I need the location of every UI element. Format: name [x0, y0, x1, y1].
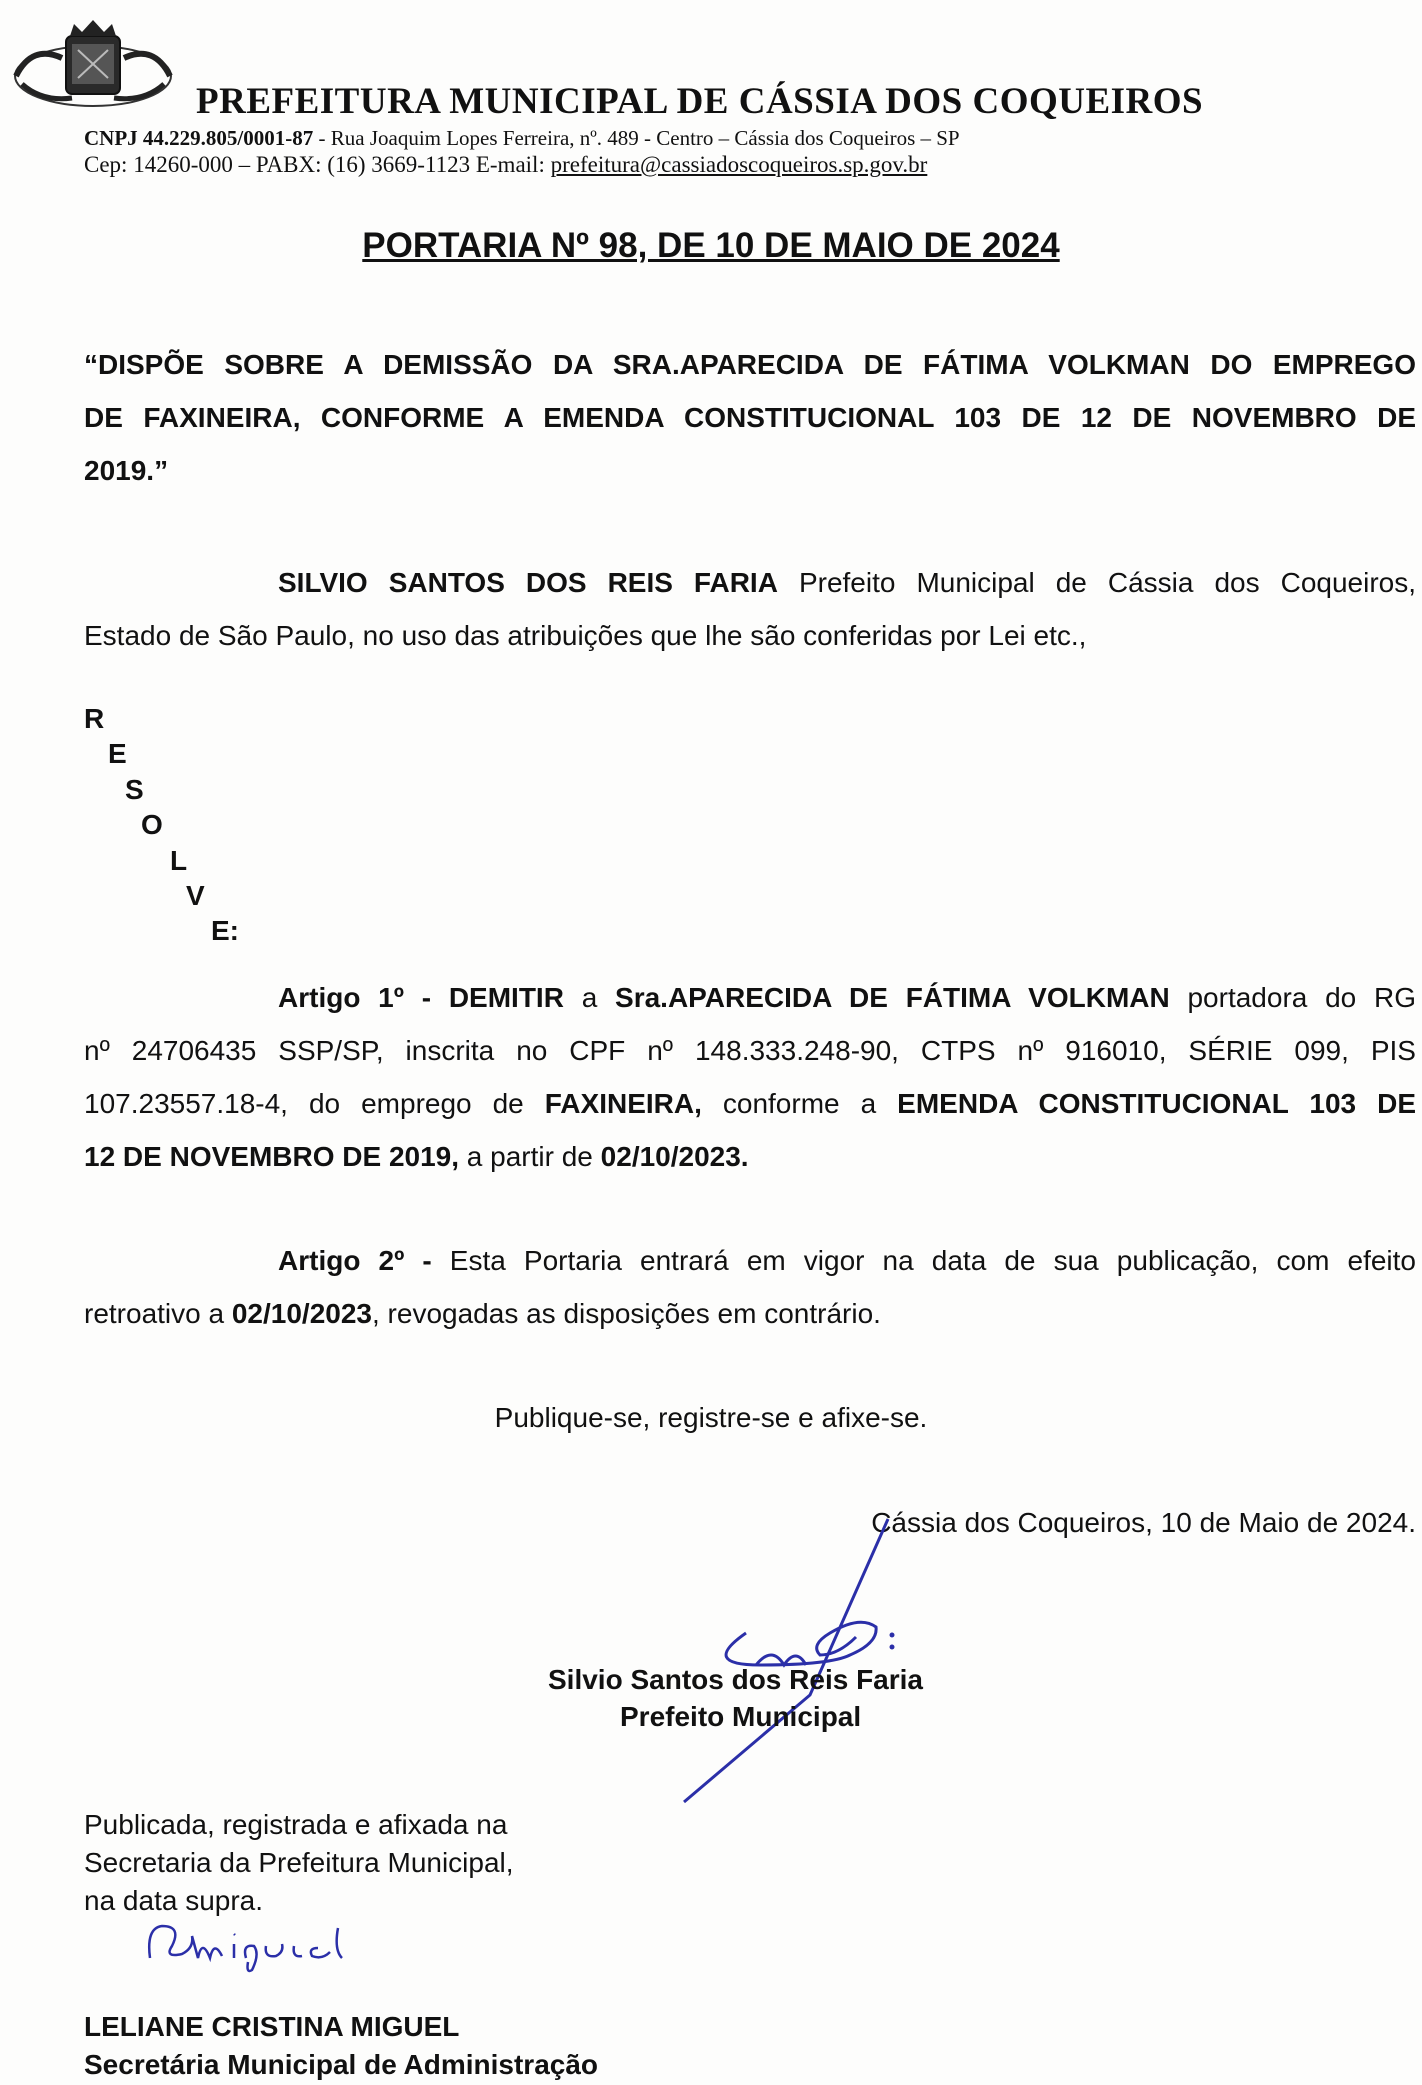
email-link[interactable]: prefeitura@cassiadoscoqueiros.sp.gov.br	[550, 152, 928, 177]
resolve-letter: S	[125, 774, 144, 805]
effective-date: 02/10/2023.	[600, 1141, 749, 1172]
employee-name: Sra.APARECIDA DE FÁTIMA VOLKMAN	[615, 982, 1170, 1013]
article-text: a	[563, 982, 616, 1013]
secretary-signature-icon	[142, 1918, 352, 1978]
resolve-letter: L	[170, 845, 188, 876]
article-1-line	[84, 971, 1416, 1024]
article-text: Esta Portaria entrará em vigor na data de sua publicação, com efeito	[431, 1245, 1417, 1276]
secretary-role: Secretária Municipal de Administração	[84, 2049, 599, 2080]
publication-line: na data supra.	[84, 1885, 264, 1916]
article-1-paragraph	[84, 971, 1416, 1183]
resolve-letter: E:	[211, 915, 239, 946]
amendment-reference: EMENDA CONSTITUCIONAL 103 DE	[897, 1088, 1416, 1119]
preamble-line: Estado de São Paulo, no uso das atribuições que lhe são conferidas por Lei etc.,	[84, 620, 1087, 651]
article-text: , revogadas as disposições em contrário.	[372, 1298, 881, 1329]
secretary-name: LELIANE CRISTINA MIGUEL	[84, 2011, 460, 2042]
article-text: portadora do RG	[1169, 982, 1416, 1013]
ementa-line: DE FAXINEIRA, CONFORME A EMENDA CONSTITUCIONAL 103 DE 12 DE NOVEMBRO DE	[84, 402, 1416, 433]
article-2-paragraph	[84, 1234, 1416, 1340]
article-text: conforme a	[701, 1088, 898, 1119]
header-contact-line	[84, 152, 927, 178]
article-1-line	[84, 1130, 1416, 1183]
article-text: 107.23557.18-4, do emprego de	[84, 1088, 545, 1119]
mayor-name: SILVIO SANTOS DOS REIS FARIA	[278, 567, 778, 598]
resolve-letter: R	[84, 703, 105, 734]
ementa-paragraph	[84, 338, 1416, 497]
ementa-line: 2019.”	[84, 455, 169, 486]
publication-line: Publicada, registrada e afixada na	[84, 1809, 508, 1840]
article-1-line	[84, 1077, 1416, 1130]
resolve-letter: E	[108, 738, 127, 769]
resolve-letter: V	[186, 880, 205, 911]
job-title: FAXINEIRA,	[544, 1088, 702, 1119]
article-text: a partir de	[459, 1141, 601, 1172]
article-text: retroativo a	[84, 1298, 232, 1329]
publication-order: Publique-se, registre-se e afixe-se.	[494, 1402, 928, 1433]
cnpj-label: CNPJ 44.229.805/0001-87	[84, 126, 314, 150]
article-2-line	[84, 1234, 1416, 1287]
organization-name: PREFEITURA MUNICIPAL DE CÁSSIA DOS COQUEIROS	[196, 81, 1204, 122]
article-1-line: nº 24706435 SSP/SP, inscrita no CPF nº 148.333.248-90, CTPS nº 916010, SÉRIE 099, PIS	[84, 1035, 1416, 1066]
retroactive-date: 02/10/2023	[231, 1298, 372, 1329]
date-place: Cássia dos Coqueiros, 10 de Maio de 2024.	[871, 1507, 1416, 1538]
document-title: PORTARIA Nº 98, DE 10 DE MAIO DE 2024	[362, 226, 1060, 265]
resolve-letter: O	[141, 809, 163, 840]
article-2-line	[84, 1287, 1416, 1340]
article-1-label: Artigo 1º - DEMITIR	[278, 982, 564, 1013]
municipal-coat-of-arms-icon	[12, 14, 174, 110]
ementa-line: “DISPÕE SOBRE A DEMISSÃO DA SRA.APARECIDA DE FÁTIMA VOLKMAN DO EMPREGO	[84, 349, 1416, 380]
preamble-line	[84, 556, 1416, 609]
preamble-text: Prefeito Municipal de Cássia dos Coqueiros,	[777, 567, 1417, 598]
publication-line: Secretaria da Prefeitura Municipal,	[84, 1847, 514, 1878]
article-2-label: Artigo 2º -	[278, 1245, 432, 1276]
signer-role: Prefeito Municipal	[620, 1701, 862, 1732]
header-address: - Rua Joaquim Lopes Ferreira, nº. 489 - Centro – Cássia dos Coqueiros – SP	[313, 126, 960, 150]
publication-note	[84, 1806, 514, 1920]
amendment-date: 12 DE NOVEMBRO DE 2019,	[84, 1141, 460, 1172]
signer-name: Silvio Santos dos Reis Faria	[548, 1664, 924, 1695]
header-address-line	[84, 126, 960, 151]
mayor-signature-icon	[660, 1515, 940, 1810]
preamble-paragraph	[84, 556, 1416, 662]
header-cep-pabx: Cep: 14260-000 – PABX: (16) 3669-1123 E-mail:	[84, 152, 551, 177]
